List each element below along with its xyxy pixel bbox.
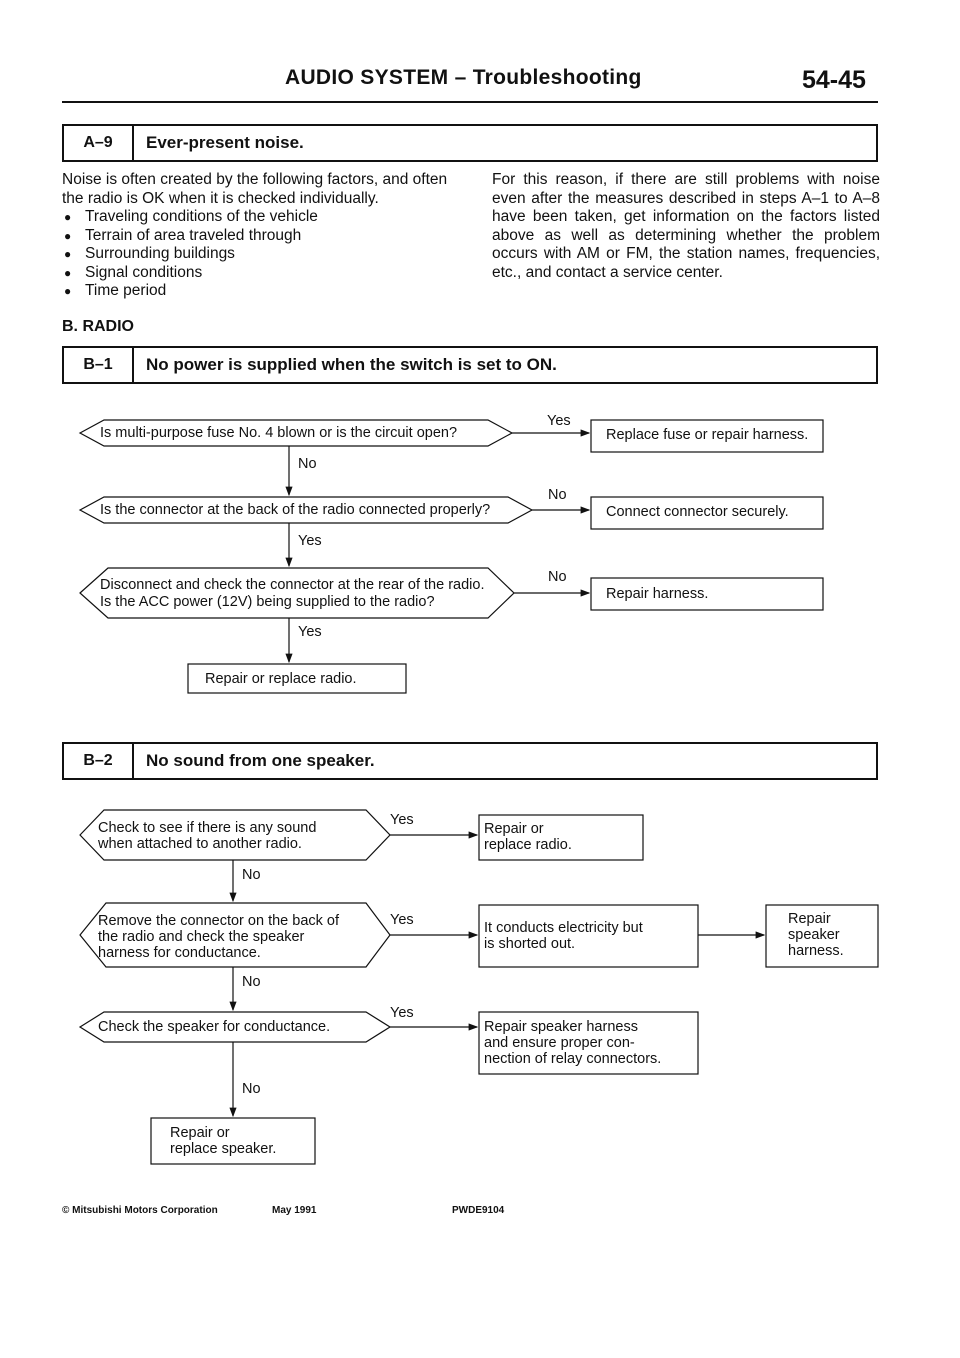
section-b2-id: B–2 bbox=[64, 744, 134, 778]
b2-question-1-line2: when attached to another radio. bbox=[98, 836, 302, 852]
radio-heading: B. RADIO bbox=[62, 318, 134, 335]
b2-question-2-line2: the radio and check the speaker bbox=[98, 929, 305, 945]
b2-answer-2-line2: is shorted out. bbox=[484, 936, 576, 952]
b2-answer-1-line2: replace radio. bbox=[484, 837, 572, 853]
b2-label-no-1: No bbox=[242, 867, 261, 883]
b1-label-yes-2: Yes bbox=[298, 533, 322, 549]
b2-question-2-line3: harness for conductance. bbox=[98, 945, 261, 961]
section-b2-title: No sound from one speaker. bbox=[146, 751, 375, 770]
b2-label-yes-2: Yes bbox=[390, 912, 414, 928]
b1-question-2: Is the connector at the back of the radio connected properly? bbox=[100, 502, 491, 518]
a9-intro: Noise is often created by the following factors, and often the radio is OK when it is checked individually. bbox=[62, 171, 448, 207]
b1-label-yes-3: Yes bbox=[298, 624, 322, 640]
b1-final: Repair or replace radio. bbox=[205, 671, 357, 687]
b2-question-3: Check the speaker for conductance. bbox=[98, 1019, 331, 1035]
list-item: ● Time period bbox=[62, 282, 462, 301]
b1-answer-1: Replace fuse or repair harness. bbox=[606, 427, 809, 443]
b2-label-yes-1: Yes bbox=[390, 812, 414, 828]
b2-answer-3-line3: nection of relay connectors. bbox=[484, 1051, 662, 1067]
section-b1-title: No power is supplied when the switch is set to ON. bbox=[146, 355, 557, 374]
a9-right-column: For this reason, if there are still problems with noise even after the measures described in steps A–1 to A–8 have been taken, get information on the factors listed above as well as determining whether the problem occurs with AM or FM, the station names, frequencies, etc., and contact a service center. bbox=[492, 171, 880, 281]
list-item: ● Signal conditions bbox=[62, 264, 462, 283]
b2-label-yes-3: Yes bbox=[390, 1005, 414, 1021]
b2-final-line1: Repair or bbox=[170, 1125, 230, 1141]
b1-question-3-line2: Is the ACC power (12V) being supplied to the radio? bbox=[100, 594, 435, 610]
section-b1-id: B–1 bbox=[64, 348, 134, 382]
list-item: ● Terrain of area traveled through bbox=[62, 227, 462, 246]
b2-answer-1-line1: Repair or bbox=[484, 821, 544, 837]
section-a9-id: A–9 bbox=[64, 126, 134, 160]
b2-answer-2b-line1: Repair bbox=[788, 911, 831, 927]
list-item: ● Surrounding buildings bbox=[62, 245, 462, 264]
b2-label-no-2: No bbox=[242, 974, 261, 990]
b2-answer-3-line2: and ensure proper con- bbox=[484, 1035, 635, 1051]
b1-label-yes-1: Yes bbox=[547, 413, 571, 429]
footer-date: May 1991 bbox=[272, 1205, 317, 1216]
list-item: ● Traveling conditions of the vehicle bbox=[62, 208, 462, 227]
b1-question-1: Is multi-purpose fuse No. 4 blown or is the circuit open? bbox=[100, 425, 458, 441]
footer-code: PWDE9104 bbox=[452, 1205, 505, 1216]
b1-label-no-3: No bbox=[548, 569, 567, 585]
footer-copyright: © Mitsubishi Motors Corporation bbox=[62, 1205, 218, 1216]
page-number: 54-45 bbox=[802, 66, 866, 94]
b2-question-2-line1: Remove the connector on the back of bbox=[98, 913, 340, 929]
section-a9-title: Ever-present noise. bbox=[146, 133, 304, 152]
b1-answer-2: Connect connector securely. bbox=[606, 504, 789, 520]
b1-answer-3: Repair harness. bbox=[606, 586, 709, 602]
b2-answer-2b-line3: harness. bbox=[788, 943, 844, 959]
b2-label-no-3: No bbox=[242, 1081, 261, 1097]
b2-answer-3-line1: Repair speaker harness bbox=[484, 1019, 638, 1035]
page-header-title: AUDIO SYSTEM – Troubleshooting bbox=[285, 66, 642, 89]
b2-final-line2: replace speaker. bbox=[170, 1141, 277, 1157]
b1-label-no-2: No bbox=[548, 487, 567, 503]
b1-question-3-shape bbox=[80, 568, 514, 618]
b2-question-1-line1: Check to see if there is any sound bbox=[98, 820, 317, 836]
b2-answer-2b-line2: speaker bbox=[788, 927, 840, 943]
b1-question-3-line1: Disconnect and check the connector at the rear of the radio. bbox=[100, 577, 485, 593]
b1-label-no-1: No bbox=[298, 456, 317, 472]
b2-answer-2-line1: It conducts electricity but bbox=[484, 920, 643, 936]
